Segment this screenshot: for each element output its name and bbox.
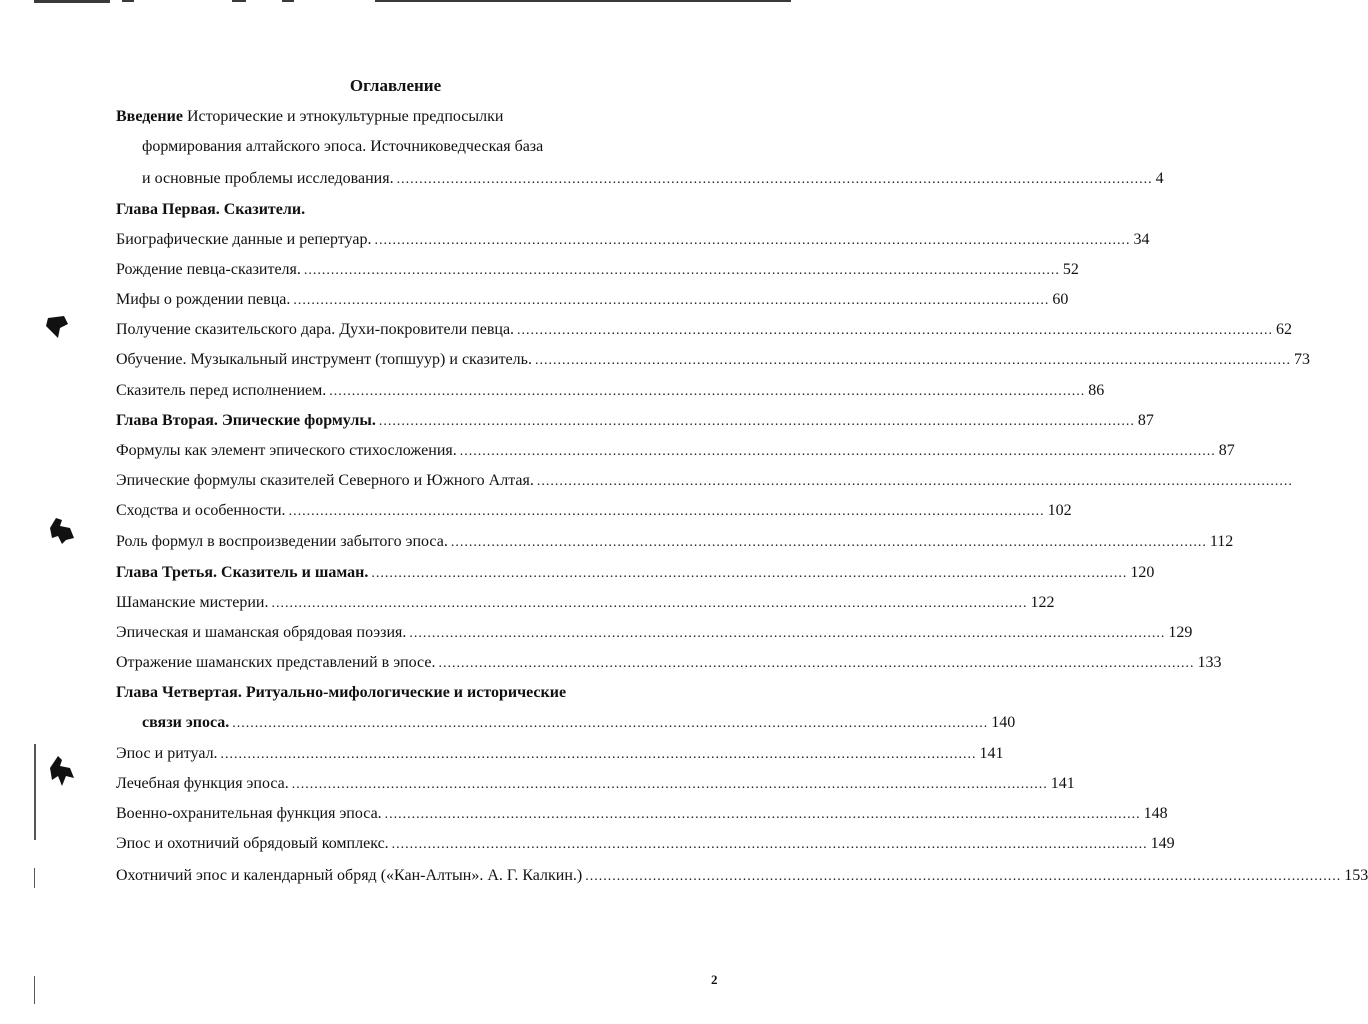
toc-entry-text: Эпические формулы сказителей Северного и Южного Алтая. <box>116 472 534 489</box>
toc-leader-dots: ........................................................................................................................................................................ <box>220 747 977 762</box>
toc-intro-label: Введение <box>116 108 183 125</box>
toc-page-number: 4 <box>1155 170 1164 187</box>
toc-page-number: 52 <box>1062 261 1079 278</box>
toc-leader-dots: ........................................................................................................................................................................ <box>450 535 1207 550</box>
toc-entry-text: Лечебная функция эпоса. <box>116 775 289 792</box>
toc-leader-dots: ........................................................................................................................................................................ <box>438 656 1195 671</box>
toc-entry-text: Отражение шаманских представлений в эпосе. <box>116 654 436 671</box>
toc-leader-dots: ........................................................................................................................................................................ <box>232 716 989 731</box>
toc-chapter-text: Глава Первая. Сказители. <box>116 201 306 218</box>
toc-entry-text: Военно-охранительная функция эпоса. <box>116 805 382 822</box>
toc-page-number: 73 <box>1293 351 1310 368</box>
toc-entry-text: Сказитель перед исполнением. <box>116 382 327 399</box>
toc-page-number: 122 <box>1030 594 1055 611</box>
toc-page-number: 133 <box>1197 654 1222 671</box>
toc-entry[interactable] <box>116 259 1079 281</box>
toc-entry-text: Роль формул в воспроизведении забытого эпоса. <box>116 533 448 550</box>
toc-entry[interactable] <box>116 500 1072 522</box>
binding-edge-line <box>34 976 35 1004</box>
toc-leader-dots: ........................................................................................................................................................................ <box>291 777 1048 792</box>
toc-intro-line3[interactable] <box>142 168 1164 190</box>
toc-entry-text: Обучение. Музыкальный инструмент (топшуур) и сказитель. <box>116 351 532 368</box>
toc-entry[interactable] <box>116 622 1193 644</box>
toc-leader-dots: ........................................................................................................................................................................ <box>378 414 1135 429</box>
toc-entry-text: Охотничий эпос и календарный обряд («Кан-Алтын». А. Г. Калкин.) <box>116 867 583 884</box>
toc-page-number: 141 <box>1050 775 1075 792</box>
toc-entry[interactable] <box>116 229 1150 251</box>
toc-entry[interactable] <box>116 531 1234 553</box>
toc-chapter-4-title[interactable] <box>116 682 711 704</box>
toc-entry[interactable] <box>116 865 1368 887</box>
toc-page-number: 62 <box>1276 321 1293 338</box>
toc-leader-dots: ........................................................................................................................................................................ <box>459 444 1216 459</box>
toc-page-number: 102 <box>1047 502 1072 519</box>
toc-leader-dots: ........................................................................................................................................................................ <box>374 233 1131 248</box>
toc-chapter-4-title-cont[interactable] <box>142 712 1016 734</box>
toc-entry-text: Рождение певца-сказителя. <box>116 261 301 278</box>
toc-entry[interactable] <box>116 803 1168 825</box>
toc-leader-dots: ........................................................................................................................................................................ <box>409 626 1166 641</box>
toc-chapter-text: Глава Вторая. Эпические формулы. <box>116 412 376 429</box>
toc-chapter-text: связи эпоса. <box>142 714 230 731</box>
toc-leader-dots: ........................................................................................................................................................................ <box>585 869 1342 884</box>
scan-edge-line <box>34 0 110 3</box>
toc-entry-text: Эпос и охотничий обрядовый комплекс. <box>116 835 389 852</box>
toc-leader-dots: ........................................................................................................................................................................ <box>396 172 1153 187</box>
scan-edge-line <box>122 0 134 2</box>
toc-page-number: 149 <box>1150 835 1175 852</box>
toc-page-number: 153 <box>1344 867 1368 884</box>
toc-leader-dots: ........................................................................................................................................................................ <box>288 504 1045 519</box>
toc-leader-dots: ........................................................................................................................................................................ <box>303 263 1060 278</box>
toc-leader-dots: ........................................................................................................................................................................ <box>293 293 1050 308</box>
toc-page-number: 129 <box>1168 624 1193 641</box>
toc-page-number: 87 <box>1218 442 1235 459</box>
toc-leader-dots: ........................................................................................................................................................................ <box>536 474 1293 489</box>
toc-entry[interactable] <box>116 349 1310 371</box>
toc-entry-text: Эпическая и шаманская обрядовая поэзия. <box>116 624 407 641</box>
toc-leader-dots: ........................................................................................................................................................................ <box>384 807 1141 822</box>
toc-intro-line1 <box>116 106 711 128</box>
binding-edge-line <box>34 868 35 888</box>
toc-chapter-1-title[interactable] <box>116 199 711 221</box>
toc-leader-dots: ........................................................................................................................................................................ <box>534 353 1291 368</box>
scan-edge-line <box>232 0 246 2</box>
toc-page-number: 34 <box>1133 231 1150 248</box>
toc-chapter-text: Глава Четвертая. Ритуально-мифологические и исторические <box>116 684 567 701</box>
toc-leader-dots: ........................................................................................................................................................................ <box>329 384 1086 399</box>
toc-leader-dots: ........................................................................................................................................................................ <box>371 566 1128 581</box>
toc-entry[interactable] <box>116 319 1293 341</box>
toc-entry-text: Мифы о рождении певца. <box>116 291 291 308</box>
toc-page-number: 141 <box>979 745 1004 762</box>
toc-intro-line2: формирования алтайского эпоса. Источниковедческая база <box>142 138 544 155</box>
toc-entry[interactable] <box>116 773 1075 795</box>
toc-page-number: 120 <box>1130 564 1155 581</box>
toc-entry-text: и основные проблемы исследования. <box>142 170 394 187</box>
toc-leader-dots: ........................................................................................................................................................................ <box>517 323 1274 338</box>
toc-chapter-2-title[interactable] <box>116 410 1154 432</box>
toc-page-number: 140 <box>991 714 1016 731</box>
toc-entry-text: Формулы как элемент эпического стихосложения. <box>116 442 457 459</box>
toc-entry[interactable] <box>116 592 1055 614</box>
binding-edge-line <box>34 744 36 840</box>
toc-page-number: 87 <box>1137 412 1154 429</box>
ink-blot-mark <box>44 314 70 342</box>
toc-entry[interactable] <box>116 833 1175 855</box>
toc-entry-text: Биографические данные и репертуар. <box>116 231 372 248</box>
toc-intro-text: Исторические и этнокультурные предпосылки <box>182 108 504 125</box>
ink-blot-mark <box>48 516 76 546</box>
page-number: 2 <box>711 972 718 987</box>
toc-leader-dots: ........................................................................................................................................................................ <box>391 837 1148 852</box>
toc-chapter-3-title[interactable] <box>116 562 1155 584</box>
toc-chapter-text: Глава Третья. Сказитель и шаман. <box>116 564 369 581</box>
toc-entry-text: Получение сказительского дара. Духи-покровители певца. <box>116 321 515 338</box>
toc-entry[interactable] <box>116 470 1293 492</box>
toc-page-number: 86 <box>1088 382 1105 399</box>
toc-title: Оглавление <box>349 76 442 95</box>
scan-edge-line <box>282 0 294 2</box>
toc-entry-text: Шаманские мистерии. <box>116 594 269 611</box>
toc-entry[interactable] <box>116 289 1069 311</box>
toc-entry[interactable] <box>116 652 1222 674</box>
toc-page-number: 112 <box>1209 533 1234 550</box>
toc-entry[interactable] <box>116 440 1235 462</box>
toc-leader-dots: ........................................................................................................................................................................ <box>271 596 1028 611</box>
toc-entry-text: Эпос и ритуал. <box>116 745 218 762</box>
toc-entry[interactable] <box>116 380 1105 402</box>
ink-blot-mark <box>46 754 76 788</box>
toc-page-number: 148 <box>1143 805 1168 822</box>
scan-edge-line <box>375 0 791 2</box>
toc-entry[interactable] <box>116 743 1004 765</box>
toc-entry-text: Сходства и особенности. <box>116 502 286 519</box>
toc-page-number: 60 <box>1052 291 1069 308</box>
